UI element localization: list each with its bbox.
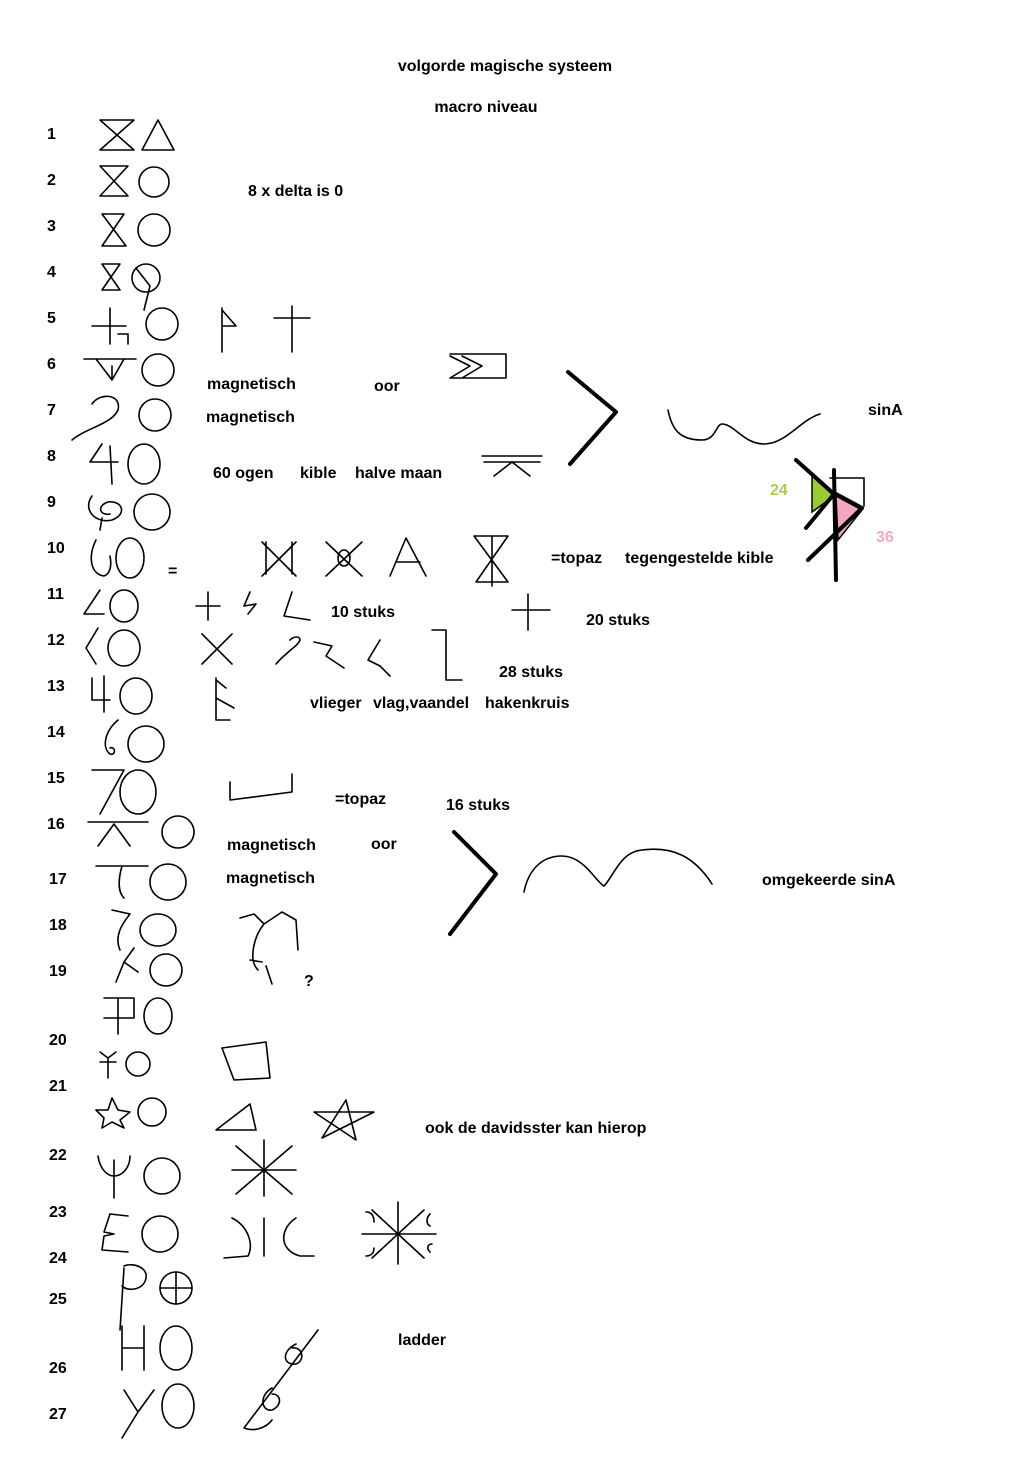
oval-glyph (160, 1326, 192, 1370)
bracket-glyph (230, 774, 292, 800)
row-number: 9 (47, 494, 56, 511)
magnetisch-label: magnetisch (206, 409, 295, 426)
hourglass-cross-glyph (474, 536, 508, 586)
stuks-28-label: 28 stuks (499, 664, 564, 681)
row-number: 7 (47, 402, 56, 419)
lambda-glyph (314, 642, 344, 668)
page-title: volgorde magische systeem (397, 58, 613, 75)
row-number: 20 (49, 1032, 67, 1049)
oval-glyph (142, 1216, 178, 1252)
row-number: 24 (49, 1250, 67, 1267)
ogen-label: 60 ogen (213, 465, 274, 482)
tegengestelde-kible-label: tegengestelde kible (625, 550, 774, 567)
oval-glyph (128, 444, 160, 484)
row-number: 14 (47, 724, 65, 741)
star-glyph (96, 1098, 130, 1128)
row-number: 26 (49, 1360, 67, 1377)
hourglass-glyph (102, 214, 126, 246)
cross-glyph (196, 592, 220, 620)
circle-glyph (139, 167, 169, 197)
oor-label: oor (371, 836, 397, 853)
oval-glyph (128, 726, 164, 762)
equals-sign: = (168, 563, 178, 580)
seven-glyph (112, 910, 130, 950)
scribble-glyph (244, 1330, 318, 1430)
four-glyph (90, 444, 118, 484)
davidsster-note: ook de davidsster kan hierop (425, 1120, 647, 1137)
triangle-glyph (142, 120, 174, 150)
circle-glyph (146, 308, 178, 340)
oval-glyph (144, 1158, 180, 1194)
circle-glyph (138, 214, 170, 246)
ladder-label: ladder (398, 1332, 447, 1349)
wave-glyph (668, 410, 820, 444)
e-glyph (216, 678, 234, 720)
row-number: 16 (47, 816, 65, 833)
row-number: 13 (47, 678, 65, 695)
four-glyph (92, 676, 110, 712)
scribble-glyph (240, 912, 298, 984)
bolt-glyph (244, 592, 256, 614)
box-glyph (222, 1042, 270, 1080)
bowtie-glyph (262, 542, 296, 576)
circle-glyph (134, 494, 170, 530)
one-glyph (91, 540, 110, 576)
two-glyph (72, 396, 118, 440)
table-glyph (482, 456, 542, 476)
table-glyph (84, 359, 136, 380)
two-glyph (276, 637, 300, 664)
row-number: 8 (47, 448, 56, 465)
epsilon-glyph (102, 1214, 128, 1252)
row-number: 11 (47, 586, 64, 603)
hourglass-glyph (100, 120, 134, 150)
topaz-label: =topaz (551, 550, 603, 567)
lambda-glyph (116, 948, 138, 982)
row-number: 15 (47, 770, 65, 787)
cross-glyph (326, 542, 362, 576)
oval-glyph (116, 538, 144, 578)
oval-glyph (120, 770, 156, 814)
hourglass-glyph (100, 166, 128, 196)
row-number: 4 (47, 264, 56, 281)
circle-glyph (162, 816, 194, 848)
cross-glyph (274, 306, 310, 352)
oval-glyph (140, 914, 176, 946)
lambda-glyph (368, 640, 390, 676)
bracket-glyph (224, 1218, 314, 1258)
stuks-16-label: 16 stuks (446, 797, 511, 814)
chevron-glyph (450, 832, 496, 934)
chevron-glyph (568, 372, 616, 464)
row-number: 10 (47, 540, 65, 557)
flag-glyph (222, 308, 236, 352)
circle-glyph (138, 1098, 166, 1126)
hourglass-glyph (102, 264, 120, 290)
spiral-glyph (89, 496, 122, 530)
sina-label: sinA (868, 402, 903, 419)
vlag-label: vlag,vaandel (373, 695, 470, 712)
l-bracket-glyph (432, 630, 462, 680)
row-number: 21 (49, 1078, 67, 1095)
circle-glyph (126, 1052, 150, 1076)
oval-glyph (144, 998, 172, 1034)
cross-glyph (512, 594, 550, 630)
wave-glyph (524, 849, 712, 892)
oval-glyph (120, 678, 152, 714)
row-number: 12 (47, 632, 65, 649)
vlieger-label: vlieger (310, 695, 362, 712)
oval-glyph (108, 630, 140, 666)
topaz-label: =topaz (335, 791, 387, 808)
row-number: 23 (49, 1204, 67, 1221)
oval-glyph (150, 954, 182, 986)
circle-glyph (139, 399, 171, 431)
cross-glyph (92, 308, 128, 344)
kible-label: kible (300, 465, 337, 482)
four-glyph (284, 592, 310, 620)
h-glyph (122, 1326, 144, 1370)
row-number: 1 (47, 126, 56, 143)
a-glyph (390, 538, 426, 576)
question-mark: ? (304, 973, 314, 990)
pentagram-glyph (314, 1100, 374, 1140)
number-24-label: 24 (770, 482, 788, 499)
tee-glyph (96, 866, 148, 898)
row-number: 5 (47, 310, 56, 327)
row-number: 27 (49, 1406, 67, 1423)
colored-triangle-figure (796, 460, 864, 580)
y-glyph (122, 1390, 154, 1438)
fork-glyph (100, 1052, 116, 1078)
chevron-box-glyph (450, 354, 506, 378)
asterisk-glyph (232, 1140, 296, 1196)
row-number: 3 (47, 218, 56, 235)
triangle-glyph (216, 1104, 256, 1130)
row-numbers (47, 126, 67, 1423)
row-number: 2 (47, 172, 56, 189)
circle-glyph (142, 354, 174, 386)
hakenkruis-label: hakenkruis (485, 695, 570, 712)
row-number: 25 (49, 1291, 67, 1308)
snowflake-glyph (362, 1202, 436, 1264)
oval-glyph (162, 1384, 194, 1428)
halve-maan-label: halve maan (355, 465, 443, 482)
flag-glyph (104, 998, 134, 1034)
bracket-glyph (86, 628, 98, 664)
magnetisch-label: magnetisch (207, 376, 296, 393)
row-number: 19 (49, 963, 67, 980)
stuks-20-label: 20 stuks (586, 612, 651, 629)
stuks-10-label: 10 stuks (331, 604, 396, 621)
p-glyph (120, 1265, 146, 1330)
cross-glyph (202, 634, 232, 664)
number-36-label: 36 (876, 529, 894, 546)
row-number: 22 (49, 1147, 67, 1164)
magnetisch-label: magnetisch (226, 870, 315, 887)
row-number: 18 (49, 917, 67, 934)
row-number: 17 (49, 871, 67, 888)
magnetisch-label: magnetisch (227, 837, 316, 854)
omgekeerde-sina-label: omgekeerde sinA (762, 872, 896, 889)
oval-glyph (110, 590, 138, 622)
oor-label: oor (374, 378, 400, 395)
row-number: 6 (47, 356, 56, 373)
four-glyph (84, 590, 104, 614)
delta-note: 8 x delta is 0 (248, 183, 344, 200)
psi-glyph (98, 1156, 130, 1198)
oval-glyph (150, 864, 186, 900)
extra-glyphs (196, 306, 820, 1430)
glyph-column (72, 120, 194, 1438)
page-subtitle: macro niveau (434, 99, 538, 116)
swirl-glyph (105, 720, 118, 754)
text-labels (168, 183, 903, 1349)
table-glyph (88, 822, 148, 846)
